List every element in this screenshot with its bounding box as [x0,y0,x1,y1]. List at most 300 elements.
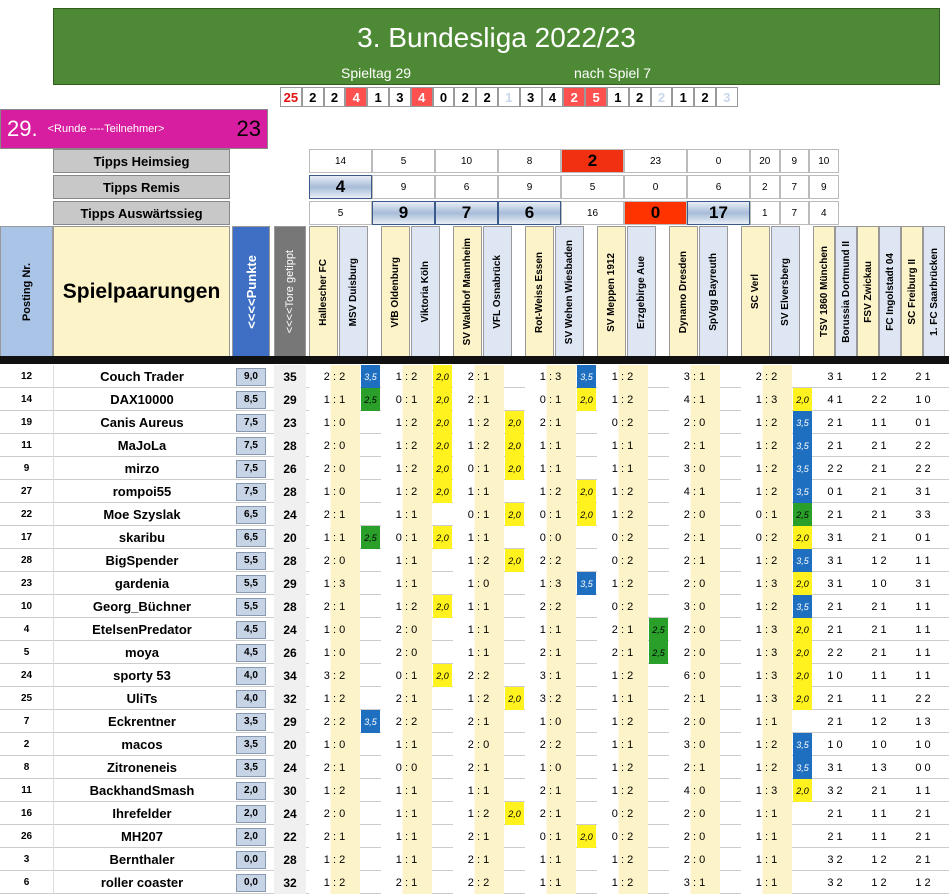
tip-cell: 2 1 [827,715,843,728]
tip-cell: 1 : 1 [741,848,792,871]
table-row [0,595,949,618]
table-row [0,641,949,664]
tip-cell: 4 1 [827,393,843,406]
tip-count: 5 [372,149,435,173]
tip-count: 9 [809,175,839,199]
points-cell: 0,0 [232,871,270,894]
bonus-badge: 2,0 [505,549,524,572]
posting-number: 10 [20,601,33,612]
team-header [483,226,512,358]
points-cell: 5,5 [232,549,270,572]
tip-count: 6 [498,201,561,225]
tip-cell: 1 : 3 [741,388,792,411]
bonus-badge: 3,5 [793,733,812,756]
goals-total: 35 [274,365,306,388]
tip-cell: 2 : 1 [525,411,576,434]
tip-cell: 1 : 2 [597,664,648,687]
tip-cell: 1 : 2 [597,871,648,894]
team-header [879,226,901,358]
bonus-badge: 2,0 [433,595,452,618]
tip-cell: 4 : 1 [669,480,720,503]
bonus-badge: 2,5 [793,503,812,526]
posting-number: 7 [23,716,30,727]
tip-cell: 1 3 [915,715,931,728]
points-cell: 4,5 [232,618,270,641]
top-number-cell: 1 [672,87,694,107]
tip-cell: 2 : 1 [453,388,504,411]
bonus-badge: 2,0 [577,480,596,503]
tip-cell: 1 : 2 [597,756,648,779]
posting-number: 27 [20,486,33,497]
goals-total: 24 [274,802,306,825]
goals-total: 29 [274,572,306,595]
team-name: SV Meppen 1912 [606,252,617,332]
points-cell: 7,5 [232,457,270,480]
tip-cell: 1 : 3 [741,687,792,710]
participant-name: macos [53,733,230,756]
points-cell: 2,0 [232,802,270,825]
tip-cell: 0 : 2 [597,526,648,549]
posting-number: 24 [20,670,33,681]
tip-count: 1 [750,201,780,225]
bonus-badge: 3,5 [793,480,812,503]
goals-total: 28 [274,434,306,457]
participant-name: roller coaster [53,871,230,894]
tip-cell: 3 : 1 [669,365,720,388]
tip-cell: 1 : 0 [309,618,360,641]
tip-cell: 1 : 2 [381,365,432,388]
tip-cell: 1 : 1 [453,779,504,802]
tip-cell: 2 1 [871,485,887,498]
bonus-badge: 2,0 [433,388,452,411]
tip-count: 5 [309,201,372,225]
team-header [669,226,698,358]
top-number-cell: 2 [563,87,585,107]
top-number-cell: 3 [389,87,411,107]
tip-cell: 1 : 0 [309,480,360,503]
top-number-cell: 2 [694,87,716,107]
tip-cell: 0 : 1 [525,503,576,526]
tip-cell: 1 : 2 [453,687,504,710]
bonus-badge: 3,5 [793,434,812,457]
goals-total: 20 [274,526,306,549]
tip-cell: 2 1 [915,853,931,866]
points-cell: 2,0 [232,779,270,802]
team-header [813,226,835,358]
table-row [0,411,949,434]
tip-cell: 1 1 [871,692,887,705]
tip-cell: 1 : 0 [453,572,504,595]
tip-cell: 3 : 0 [669,733,720,756]
participant-name: Georg_Büchner [53,595,230,618]
posting-number: 4 [23,624,30,635]
team-name: 1. FC Saarbrücken [928,248,940,336]
bonus-badge: 3,5 [577,365,596,388]
tip-cell: 2 : 2 [453,871,504,894]
tip-cell: 2 1 [827,416,843,429]
table-row [0,687,949,710]
team-name: SV Elversberg [780,258,791,326]
participant-name: BackhandSmash [53,779,230,802]
tips-draw-label: Tipps Remis [53,175,230,199]
team-header [835,226,857,358]
table-row [0,572,949,595]
team-name: TSV 1860 München [818,246,830,338]
points-cell: 8,5 [232,388,270,411]
bonus-badge: 2,0 [577,503,596,526]
tip-cell: 4 : 0 [669,779,720,802]
bonus-badge: 2,0 [793,779,812,802]
top-number-cell: 2 [629,87,651,107]
tip-count: 4 [309,175,372,199]
tip-cell: 1 1 [915,784,931,797]
top-number-strip [280,87,738,107]
tip-cell: 1 1 [871,416,887,429]
posting-number: 3 [23,854,30,865]
tip-cell: 2 : 0 [669,503,720,526]
tip-cell: 4 : 1 [669,388,720,411]
table-row [0,457,949,480]
bonus-badge: 2,0 [433,664,452,687]
top-number-cell: 2 [651,87,673,107]
tip-cell: 2 2 [915,692,931,705]
tip-cell: 1 : 2 [453,411,504,434]
tip-cell: 2 1 [871,508,887,521]
bonus-badge: 2,0 [577,388,596,411]
tip-cell: 1 : 3 [741,664,792,687]
tip-cell: 2 : 1 [669,687,720,710]
tip-cell: 2 : 0 [669,848,720,871]
tip-cell: 1 : 2 [309,848,360,871]
tip-cell: 1 0 [871,738,887,751]
bonus-badge: 2,0 [505,802,524,825]
tip-cell: 1 : 0 [309,411,360,434]
tip-cell: 0 : 1 [453,503,504,526]
tip-cell: 2 : 1 [525,641,576,664]
tip-cell: 1 1 [871,669,887,682]
tip-cell: 1 : 0 [525,756,576,779]
tip-count: 10 [809,149,839,173]
bonus-badge: 2,0 [793,526,812,549]
team-name: SV Wehen Wiesbaden [564,239,575,345]
posting-number: 26 [20,831,33,842]
tips-away-row [309,201,839,225]
tip-cell: 2 : 1 [597,641,648,664]
tip-cell: 1 : 0 [309,641,360,664]
participant-name: Bernthaler [53,848,230,871]
tip-cell: 1 : 1 [453,480,504,503]
tip-cell: 2 : 1 [525,802,576,825]
tip-cell: 1 : 1 [597,687,648,710]
bonus-badge: 2,0 [577,825,596,848]
bonus-badge: 2,0 [433,411,452,434]
tip-cell: 1 : 0 [525,710,576,733]
points-cell: 7,5 [232,434,270,457]
tip-cell: 0 : 2 [597,549,648,572]
tip-count: 2 [561,149,624,173]
tip-cell: 1 : 1 [381,802,432,825]
points-cell: 4,0 [232,687,270,710]
tip-cell: 0 1 [827,485,843,498]
tip-cell: 1 : 1 [381,503,432,526]
top-number-cell: 3 [716,87,738,107]
tip-cell: 2 2 [915,439,931,452]
bonus-badge: 2,0 [793,572,812,595]
posting-header: Posting Nr. [0,226,53,358]
tip-cell: 1 : 1 [381,549,432,572]
tip-cell: 1 : 1 [525,434,576,457]
tip-cell: 2 : 1 [453,825,504,848]
tip-cell: 1 : 1 [381,779,432,802]
team-name: Borussia Dortmund II [840,241,852,343]
tip-cell: 3 1 [827,370,843,383]
tip-cell: 1 : 2 [597,388,648,411]
tip-cell: 1 2 [871,554,887,567]
posting-number: 23 [20,578,33,589]
tip-cell: 2 : 0 [381,641,432,664]
participant-name: UliTs [53,687,230,710]
tip-cell: 2 : 2 [453,664,504,687]
top-number-cell: 5 [585,87,607,107]
tip-cell: 1 : 1 [381,848,432,871]
tip-count: 0 [624,175,687,199]
tip-cell: 2 2 [915,462,931,475]
tip-cell: 1 : 1 [525,848,576,871]
participants-table [0,365,949,894]
tip-count: 23 [624,149,687,173]
tip-cell: 1 : 1 [453,526,504,549]
top-number-cell: 25 [280,87,302,107]
goals-total: 23 [274,411,306,434]
tip-cell: 2 : 1 [381,871,432,894]
tip-cell: 2 : 0 [669,710,720,733]
tip-cell: 1 0 [827,738,843,751]
participant-name: skaribu [53,526,230,549]
bonus-badge: 2,0 [793,388,812,411]
participant-name: sporty 53 [53,664,230,687]
tip-cell: 2 : 0 [309,434,360,457]
tip-cell: 3 : 0 [669,595,720,618]
bonus-badge: 2,0 [433,480,452,503]
table-row [0,825,949,848]
goals-total: 24 [274,618,306,641]
table-header [0,226,949,358]
posting-number: 6 [23,877,30,888]
bonus-badge: 2,0 [505,687,524,710]
top-number-cell: 0 [433,87,455,107]
bonus-badge: 3,5 [361,365,380,388]
punkte-header: <<<<Punkte [232,226,270,358]
tip-cell: 1 2 [871,715,887,728]
tip-cell: 2 2 [827,646,843,659]
tip-cell: 1 : 2 [741,411,792,434]
tip-cell: 1 : 2 [741,756,792,779]
tip-cell: 2 : 1 [453,365,504,388]
posting-number: 9 [23,463,30,474]
top-number-cell: 4 [345,87,367,107]
tip-cell: 2 : 0 [669,641,720,664]
tip-cell: 2 : 0 [309,457,360,480]
tip-count: 2 [750,175,780,199]
tip-cell: 2 2 [871,393,887,406]
tip-cell: 1 1 [871,830,887,843]
tip-cell: 1 : 2 [525,480,576,503]
tip-cell: 2 : 0 [669,411,720,434]
tip-cell: 2 1 [871,600,887,613]
tip-cell: 1 : 2 [597,572,648,595]
tip-cell: 3 : 1 [525,664,576,687]
bonus-badge: 2,0 [433,365,452,388]
bonus-badge: 3,5 [793,457,812,480]
tip-cell: 2 : 1 [669,549,720,572]
tip-count: 8 [498,149,561,173]
team-header [339,226,368,358]
posting-number: 11 [21,785,32,796]
points-cell: 2,0 [232,825,270,848]
tip-cell: 1 : 1 [453,641,504,664]
bonus-badge: 2,0 [505,503,524,526]
points-cell: 7,5 [232,480,270,503]
tip-cell: 2 : 1 [669,434,720,457]
tip-cell: 1 : 1 [741,802,792,825]
tip-cell: 2 1 [827,600,843,613]
tip-cell: 2 : 0 [669,572,720,595]
team-name: SV Waldhof Mannheim [462,238,473,346]
tip-cell: 1 : 2 [741,549,792,572]
team-name: FC Ingolstadt 04 [884,253,896,331]
posting-number: 12 [20,371,33,382]
tip-cell: 1 : 3 [741,572,792,595]
tip-cell: 2 : 2 [309,710,360,733]
tip-cell: 2 : 1 [669,756,720,779]
tip-cell: 1 : 0 [309,733,360,756]
team-header [525,226,554,358]
tip-cell: 0 : 1 [525,825,576,848]
runde-number: 29. [7,116,38,141]
tip-cell: 2 : 2 [309,365,360,388]
team-name: Dynamo Dresden [678,250,689,334]
tip-cell: 2 : 2 [741,365,792,388]
tip-cell: 2 1 [871,531,887,544]
posting-number: 25 [20,693,33,704]
table-row [0,664,949,687]
tip-count: 9 [498,175,561,199]
tip-count: 0 [624,201,687,225]
points-cell: 0,0 [232,848,270,871]
tip-cell: 1 1 [915,623,931,636]
goals-total: 28 [274,480,306,503]
participant-name: MaJoLa [53,434,230,457]
team-header [555,226,584,358]
tip-cell: 1 : 2 [309,779,360,802]
tip-count: 9 [372,175,435,199]
tip-cell: 1 : 2 [741,733,792,756]
tip-cell: 1 : 3 [525,365,576,388]
bonus-badge: 2,0 [433,434,452,457]
bonus-badge: 2,0 [505,457,524,480]
points-cell: 4,0 [232,664,270,687]
goals-total: 34 [274,664,306,687]
bonus-badge: 2,0 [793,618,812,641]
posting-number: 8 [23,762,30,773]
bonus-badge: 2,0 [793,664,812,687]
tip-cell: 1 0 [915,738,931,751]
tip-cell: 1 : 1 [741,710,792,733]
top-number-cell: 1 [367,87,389,107]
tip-cell: 1 : 3 [741,618,792,641]
tip-cell: 1 : 2 [741,457,792,480]
tip-cell: 1 : 1 [381,733,432,756]
bonus-badge: 3,5 [793,756,812,779]
tip-cell: 0 : 0 [525,526,576,549]
tip-cell: 1 : 1 [525,871,576,894]
tip-cell: 0 1 [915,531,931,544]
tip-cell: 3 2 [827,784,843,797]
tip-cell: 2 : 0 [309,549,360,572]
team-name: FSV Zwickau [862,261,874,323]
team-name: VfB Oldenburg [390,256,401,328]
tip-cell: 2 1 [827,830,843,843]
top-number-cell: 1 [607,87,629,107]
tip-cell: 1 : 2 [453,434,504,457]
bonus-badge: 2,0 [505,434,524,457]
tip-cell: 1 : 2 [453,802,504,825]
table-row [0,733,949,756]
tip-count: 10 [435,149,498,173]
posting-number: 28 [20,555,33,566]
participant-name: Zitroneneis [53,756,230,779]
bonus-badge: 3,5 [793,595,812,618]
team-header [453,226,482,358]
team-name: Hallescher FC [318,258,329,326]
participant-name: mirzo [53,457,230,480]
tip-cell: 1 1 [871,807,887,820]
team-name: MSV Duisburg [348,257,359,327]
tip-cell: 2 : 0 [669,825,720,848]
tip-cell: 2 1 [827,508,843,521]
tip-cell: 1 0 [915,393,931,406]
goals-total: 29 [274,388,306,411]
tip-cell: 2 : 2 [525,595,576,618]
top-number-cell: 2 [324,87,346,107]
tip-cell: 0 : 2 [741,526,792,549]
points-cell: 6,5 [232,503,270,526]
tip-cell: 1 1 [915,600,931,613]
goals-total: 28 [274,848,306,871]
tips-home-label: Tipps Heimsieg [53,149,230,173]
bonus-badge: 3,5 [793,411,812,434]
team-header [699,226,728,358]
table-row [0,710,949,733]
goals-total: 26 [274,641,306,664]
tip-cell: 1 : 1 [741,825,792,848]
goals-total: 26 [274,457,306,480]
top-number-cell: 2 [302,87,324,107]
nach-spiel-label: nach Spiel 7 [574,65,652,81]
tip-count: 9 [372,201,435,225]
participant-name: Eckrentner [53,710,230,733]
tip-cell: 2 1 [827,807,843,820]
tip-cell: 2 1 [871,646,887,659]
team-header [771,226,800,358]
points-cell: 3,5 [232,756,270,779]
tip-count: 6 [687,175,750,199]
tip-cell: 0 : 1 [453,457,504,480]
participant-name: Ihrefelder [53,802,230,825]
page-title: 3. Bundesliga 2022/23 [357,22,636,53]
team-header [627,226,656,358]
tip-count: 7 [780,201,810,225]
